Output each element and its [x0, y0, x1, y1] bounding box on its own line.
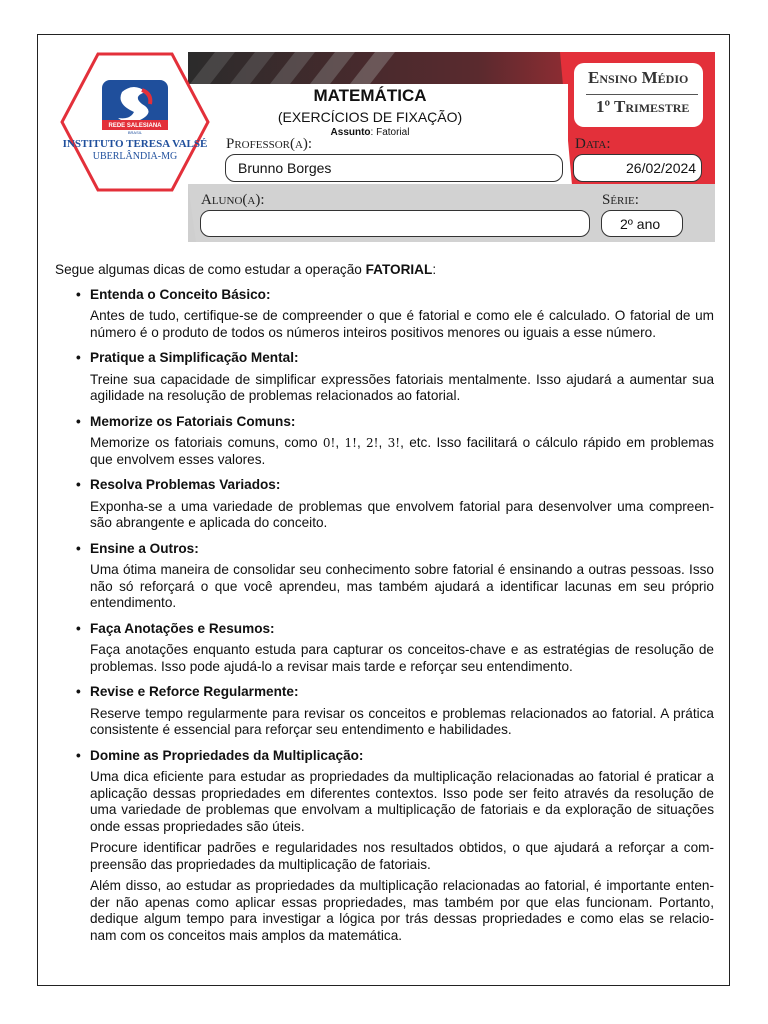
tip-body: Treine sua capacidade de simplificar expressões fatoriais mentalmente. Isso ajudará a aumentar sua agilidade na resolução de problemas relacionados ao fatorial. [90, 371, 714, 403]
tip-title: Domine as Propriedades da Multiplicação: [90, 747, 364, 763]
bullet-icon: • [76, 620, 81, 636]
main-content [55, 262, 714, 953]
tip-item [55, 748, 714, 945]
bullet-icon: • [76, 477, 81, 492]
page-subtitle: (EXERCÍCIOS DE FIXAÇÃO) [277, 109, 463, 125]
tip-item [55, 477, 714, 532]
tip-item [55, 621, 714, 676]
page-title: MATEMÁTICA [313, 86, 427, 105]
tip-body: Antes de tudo, certifique-se de compreender o que é fatorial e como ele é calculado. O fatorial de um número é o produto de todos os números inteiros positivos menores ou iguais a esse número. [90, 308, 714, 340]
tip-body: Exponha-se a uma variedade de problemas que envolvem fatorial para desenvolver uma compreen-são abrangente e aplicada do conceito. [90, 498, 714, 530]
bullet-icon: • [76, 747, 81, 763]
tip-title: Pratique a Simplificação Mental: [90, 350, 299, 365]
bullet-icon: • [76, 413, 81, 429]
tip-body: Memorize os fatoriais comuns, como 0!, 1!, 2!, 3!, etc. Isso facilitará o cálculo rápido em problemas que envolvem esses valores. [90, 435, 714, 467]
date-field[interactable]: 26/02/2024 [573, 154, 702, 182]
tip-item [55, 414, 714, 469]
grade-label: Série: [602, 192, 639, 208]
tip-body: Uma dica eficiente para estudar as propriedades da multiplicação relacionadas ao fatorial é praticar a aplicação dessas propriedades em diferentes contextos. Isso pode ser feito através da resolução de uma variedade de problemas que envolvam a multiplicação de fatoriais e da exploração de situações onde essas propriedades são úteis. [90, 769, 714, 834]
tip-item [55, 684, 714, 739]
student-label: Aluno(a): [201, 192, 265, 208]
tip-title: Entenda o Conceito Básico [90, 286, 266, 302]
tip-title: Faça Anotações e Resumos: [90, 620, 275, 636]
tip-body: Faça anotações enquanto estuda para capturar os conceitos-chave e as estratégias de resolução de problemas. Isso pode ajudá-lo a revisar mais tarde e reforçar seu entendimento. [90, 642, 714, 674]
tip-item: • Entenda o Conceito Básico: Antes de tudo, certifique-se de compreender o que é fatorial e como ele é calculado. O fatorial de um número é o produto de todos os números inteiros positivos menores ou iguais a esse número. [76, 286, 714, 340]
term-text: 1º Trimestre [596, 97, 690, 116]
tip-body: Reserve tempo regularmente para revisar os conceitos e problemas relacionados ao fatorial. A prática consistente é essencial para reforçar seu entendimento e habilidades. [90, 705, 714, 737]
bullet-icon: • [76, 684, 81, 699]
bullet-icon: • [76, 540, 81, 556]
date-label: Data: [575, 136, 611, 152]
tip-title: Resolva Problemas Variados: [90, 477, 281, 492]
tip-title: Revise e Reforce Regularmente: [90, 684, 299, 699]
logo-institution: INSTITUTO TERESA VALSÉ [62, 138, 208, 150]
professor-label: Professor(a): [226, 136, 313, 152]
tip-body: Uma ótima maneira de consolidar seu conhecimento sobre fatorial é ensinando a outras pessoas. Isso não só reforçará o que você aprendeu, mas também ajudará a identificar lacunas em seu próprio entendimento. [90, 562, 714, 610]
bullet-icon: • [76, 350, 81, 365]
intro-paragraph: Segue algumas dicas de como estudar a operação FATORIAL: [55, 262, 437, 277]
badge-divider [586, 94, 698, 95]
assunto: Assunto: Fatorial [330, 127, 410, 138]
tips-list [55, 287, 714, 945]
grade-field[interactable]: 2º ano [601, 210, 683, 237]
tip-body: Além disso, ao estudar as propriedades da multiplicação relacionadas ao fatorial, é importante enten-der não apenas como aplicar essas propriedades, mas também por que elas funcionam. Portanto, dedique algum tempo para investigar a lógica por trás dessas propriedades e como elas se relacio-nam com os conceitos mais amplos da matemática. [90, 878, 714, 943]
tip-item [55, 541, 714, 612]
logo-city: UBERLÂNDIA-MG [92, 151, 178, 162]
tip-title: Ensine a Outros: [90, 540, 199, 556]
professor-field[interactable]: Brunno Borges [225, 154, 563, 182]
logo-network: REDE SALESIANA [108, 123, 162, 129]
level-text: Ensino Médio [588, 68, 689, 87]
tip-item [55, 350, 714, 405]
tip-body: Procure identificar padrões e regularidades nos resultados obtidos, o que ajudará a reforçar a com-preensão das propriedades da multiplicação de fatoriais. [90, 840, 714, 872]
school-logo [60, 52, 210, 192]
logo-network-sub: BRASIL [127, 130, 143, 135]
tip-title: Memorize os Fatoriais Comuns: [90, 413, 296, 429]
student-field[interactable] [200, 210, 590, 237]
bullet-icon: • [76, 286, 81, 302]
